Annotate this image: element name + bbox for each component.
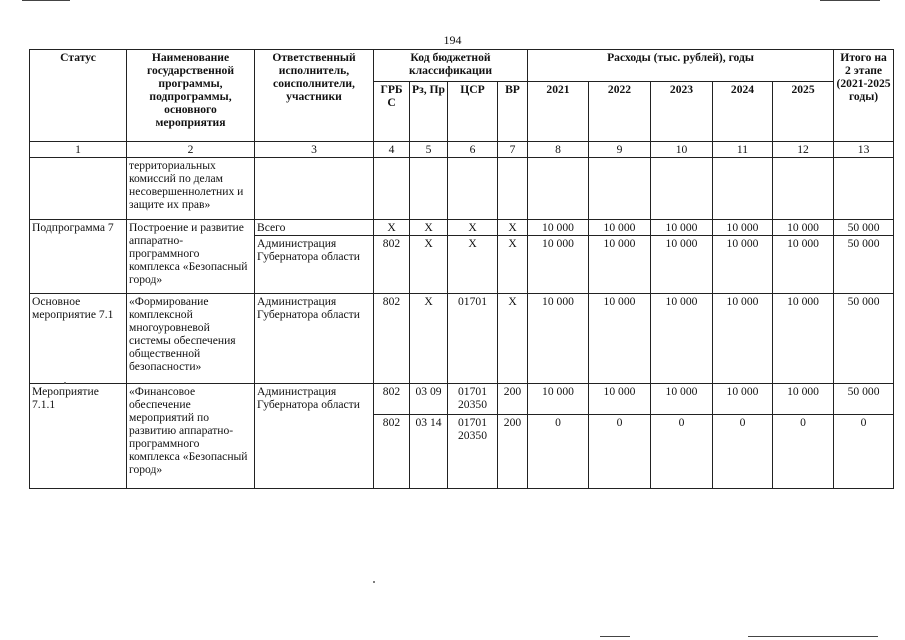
cell-2025: 10 000 (773, 236, 834, 294)
cell-csr: X (448, 236, 498, 294)
header-budget-code: Код бюджетной классификации (374, 50, 528, 82)
column-number: 10 (651, 142, 713, 158)
cell-rz: 03 09 (410, 384, 448, 415)
cell-2022: 10 000 (589, 384, 651, 415)
cell-rz: 03 14 (410, 415, 448, 489)
header-expenses: Расходы (тыс. рублей), годы (528, 50, 834, 82)
cell-grbs: 802 (374, 236, 410, 294)
activity-7-1-1-status: Мероприятие 7.1.1 (30, 384, 127, 489)
scan-speck (373, 581, 375, 583)
header-2025: 2025 (773, 82, 834, 142)
cell-2021: 10 000 (528, 220, 589, 236)
cell-vr: 200 (498, 415, 528, 489)
header-2021: 2021 (528, 82, 589, 142)
cell-total: 50 000 (834, 294, 894, 384)
page-number: 194 (443, 33, 462, 47)
column-number: 4 (374, 142, 410, 158)
top-edge-line-right (820, 0, 880, 1)
table-row-activity-7-1-1-a (30, 384, 894, 415)
cell-2024: 10 000 (713, 220, 773, 236)
header-executor: Ответственный исполнитель, соисполнители, участники (255, 50, 374, 142)
cell-csr: 01701 20350 (448, 415, 498, 489)
cell-2022: 10 000 (589, 236, 651, 294)
column-number: 11 (713, 142, 773, 158)
subprogram-7-executor: Администрация Губернатора области (255, 236, 374, 294)
subprogram-7-executor-total: Всего (255, 220, 374, 236)
bottom-edge-line-right (748, 636, 878, 637)
activity-7-1-1-executor: Администрация Губернатора области (255, 384, 374, 489)
cell-2023: 0 (651, 415, 713, 489)
cell-rz: X (410, 236, 448, 294)
column-number: 3 (255, 142, 374, 158)
cell-2024: 10 000 (713, 384, 773, 415)
cell-2021: 10 000 (528, 294, 589, 384)
cell-rz: X (410, 294, 448, 384)
cell-total: 50 000 (834, 220, 894, 236)
main-activity-7-1-name: «Формирование комплексной многоуровневой системы обеспечения общественной безопасности» (127, 294, 255, 384)
header-row-1 (30, 50, 894, 82)
cell-2022: 0 (589, 415, 651, 489)
column-number: 8 (528, 142, 589, 158)
header-grbs: ГРБ С (374, 82, 410, 142)
cell-2023: 10 000 (651, 236, 713, 294)
column-number: 2 (127, 142, 255, 158)
cell-grbs: 802 (374, 294, 410, 384)
budget-table (29, 49, 894, 489)
cell-2025: 10 000 (773, 220, 834, 236)
column-number: 12 (773, 142, 834, 158)
cell-total: 50 000 (834, 384, 894, 415)
cell-2025: 10 000 (773, 294, 834, 384)
table-row-subprogram-7-total (30, 220, 894, 236)
column-number: 1 (30, 142, 127, 158)
cell-2021: 0 (528, 415, 589, 489)
header-csr: ЦСР (448, 82, 498, 142)
cell-grbs: 802 (374, 384, 410, 415)
header-status: Статус (30, 50, 127, 142)
cell-2024: 0 (713, 415, 773, 489)
cell-2023: 10 000 (651, 294, 713, 384)
bottom-edge-line-left (600, 636, 630, 637)
column-number-row (30, 142, 894, 158)
header-name: Наименование государственной программы, подпрограммы, основного мероприятия (127, 50, 255, 142)
subprogram-7-name: Построение и развитие аппаратно-программного комплекса «Безопасный город» (127, 220, 255, 294)
cell-2023: 10 000 (651, 384, 713, 415)
cell-2025: 10 000 (773, 384, 834, 415)
header-2023: 2023 (651, 82, 713, 142)
activity-7-1-1-name: «Финансовое обеспечение мероприятий по развитию аппаратно-программного комплекса «Безопасный город» (127, 384, 255, 489)
cell-csr: X (448, 220, 498, 236)
cell-2022: 10 000 (589, 294, 651, 384)
cell-total: 50 000 (834, 236, 894, 294)
cell-vr: X (498, 236, 528, 294)
cell-grbs: X (374, 220, 410, 236)
header-2022: 2022 (589, 82, 651, 142)
top-edge-line-left (22, 0, 70, 1)
column-number: 13 (834, 142, 894, 158)
cell-rz: X (410, 220, 448, 236)
column-number: 9 (589, 142, 651, 158)
cell-csr: 01701 (448, 294, 498, 384)
header-total: Итого на 2 этапе (2021-2025 годы) (834, 50, 894, 142)
table-row-main-activity-7-1 (30, 294, 894, 384)
main-activity-7-1-status: Основное мероприятие 7.1 (30, 294, 127, 384)
subprogram-7-status: Подпрограмма 7 (30, 220, 127, 294)
table-row-continuation (30, 158, 894, 220)
scan-speck (64, 382, 66, 384)
cell-csr: 01701 20350 (448, 384, 498, 415)
cell-vr: 200 (498, 384, 528, 415)
cell-2021: 10 000 (528, 236, 589, 294)
cell-2023: 10 000 (651, 220, 713, 236)
column-number: 6 (448, 142, 498, 158)
column-number: 5 (410, 142, 448, 158)
cell-grbs: 802 (374, 415, 410, 489)
cell-total: 0 (834, 415, 894, 489)
cell-vr: X (498, 294, 528, 384)
continuation-name: территориальных комиссий по делам несовершеннолетних и защите их прав» (127, 158, 255, 220)
cell-2024: 10 000 (713, 236, 773, 294)
cell-2025: 0 (773, 415, 834, 489)
cell-vr: X (498, 220, 528, 236)
cell-2021: 10 000 (528, 384, 589, 415)
header-rz: Рз, Пр (410, 82, 448, 142)
header-2024: 2024 (713, 82, 773, 142)
main-activity-7-1-executor: Администрация Губернатора области (255, 294, 374, 384)
header-vr: ВР (498, 82, 528, 142)
cell-2024: 10 000 (713, 294, 773, 384)
cell-2022: 10 000 (589, 220, 651, 236)
column-number: 7 (498, 142, 528, 158)
